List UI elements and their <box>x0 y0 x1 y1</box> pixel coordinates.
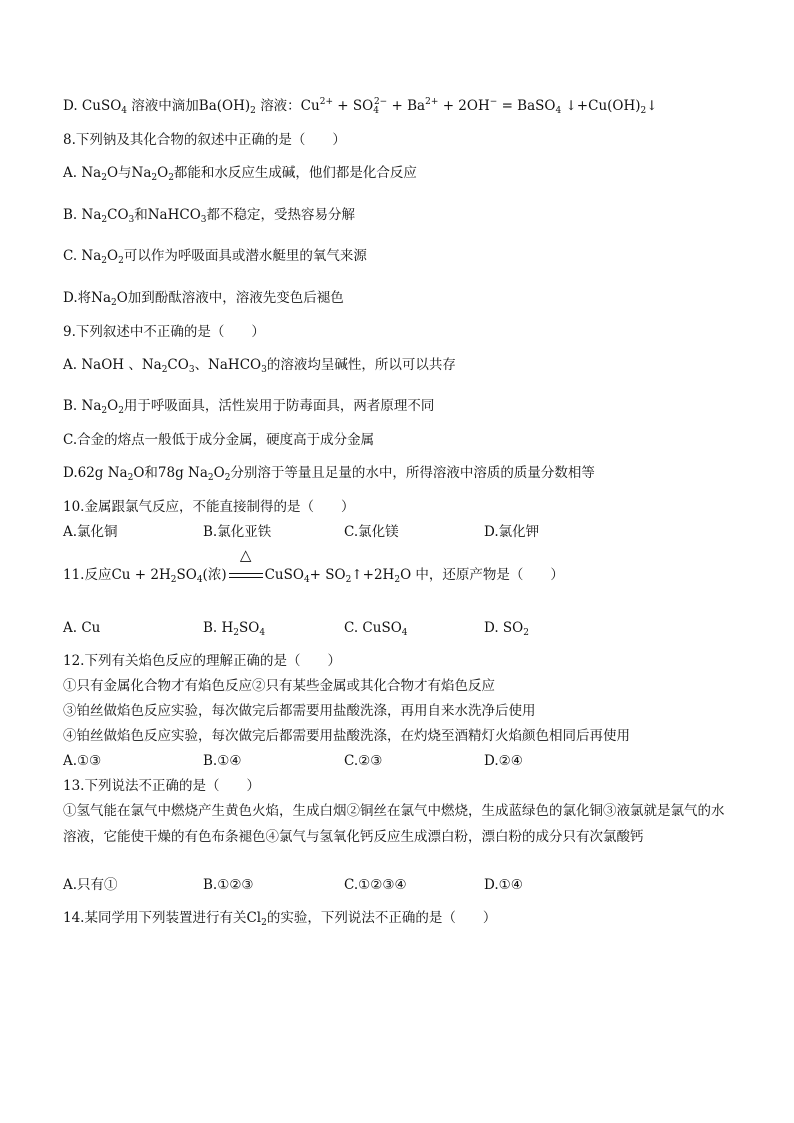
q12-option-a[interactable]: A.①③ <box>63 753 102 769</box>
q12-statement-1: ①只有金属化合物才有焰色反应②只有某些金属或其化合物才有焰色反应 <box>63 678 495 694</box>
q8-option-c[interactable]: C. $Na_2O_2$可以作为呼吸面具或潜水艇里的氧气来源 <box>63 248 367 266</box>
q11-option-d[interactable]: D. $SO_2$ <box>484 620 529 638</box>
q10-option-b[interactable]: B.氯化亚铁 <box>203 524 272 540</box>
q12-option-b[interactable]: B.①④ <box>203 753 242 769</box>
q12-statement-4: ④铂丝做焰色反应实验，每次做完后都需要用盐酸洗涤，在灼烧至酒精灯火焰颜色相同后再使用 <box>63 728 630 744</box>
q9-option-d[interactable]: D.62g $Na_2O$和78g $Na_2O_2$分别溶于等量且足量的水中，所得溶液中溶质的质量分数相等 <box>63 465 595 483</box>
q11-option-a[interactable]: A. Cu <box>63 620 101 636</box>
q8-option-b[interactable]: B. $Na_2CO_3$和NaHCO$_3$都不稳定，受热容易分解 <box>63 207 356 225</box>
q10-options <box>63 522 753 542</box>
q11-options <box>63 618 753 638</box>
q11-option-b[interactable]: B. $H_2SO_4$ <box>203 620 266 638</box>
q10-option-d[interactable]: D.氯化钾 <box>484 524 540 540</box>
q13-option-a[interactable]: A.只有① <box>63 877 118 893</box>
q12-statement-3: ③铂丝做焰色反应实验，每次做完后都需要用盐酸洗涤，再用自来水洗净后使用 <box>63 703 536 719</box>
q12-option-c[interactable]: C.②③ <box>344 753 383 769</box>
q10-stem: 10.金属跟氯气反应，不能直接制得的是（ ） <box>63 499 355 515</box>
q10-option-a[interactable]: A.氯化铜 <box>63 524 118 540</box>
q10-option-c[interactable]: C.氯化镁 <box>344 524 399 540</box>
q9-option-c[interactable]: C.合金的熔点一般低于成分金属，硬度高于成分金属 <box>63 432 375 448</box>
q8-stem: 8.下列钠及其化合物的叙述中正确的是（ ） <box>63 132 346 148</box>
q13-option-d[interactable]: D.①④ <box>484 877 523 893</box>
q9-option-a[interactable]: A. NaOH 、$Na_2CO_3$、NaHCO$_3$的溶液均呈碱性，所以可以共存 <box>63 357 456 375</box>
q9-stem: 9.下列叙述中不正确的是（ ） <box>63 324 265 340</box>
q12-options <box>63 751 753 771</box>
q14-stem: 14.某同学用下列装置进行有关$Cl_2$的实验，下列说法不正确的是（ ） <box>63 910 497 928</box>
q13-option-c[interactable]: C.①②③④ <box>344 877 407 893</box>
q9-option-b[interactable]: B. $Na_2O_2$用于呼吸面具，活性炭用于防毒面具，两者原理不同 <box>63 398 435 416</box>
q11-stem: 11.反应$Cu + 2H_2SO_4$(浓) △ CuSO$_4$+ $SO_2↑+2H_2O$ 中，还原产物是（ ） <box>63 546 564 585</box>
q8-option-d[interactable]: D.将$Na_2O$加到酚酞溶液中，溶液先变色后褪色 <box>63 290 344 308</box>
q7-option-d[interactable]: D. CuSO$_4$ 溶液中滴加$Ba(OH)_2$ 溶液：$Cu^{2+} + SO_4^{2-} + Ba^{2+} + 2OH^-$ = BaSO$_4$ $↓+Cu(OH)_2↓$ <box>63 97 658 116</box>
q12-option-d[interactable]: D.②④ <box>484 753 523 769</box>
q13-statements: ①氢气能在氯气中燃烧产生黄色火焰，生成白烟②铜丝在氯气中燃烧，生成蓝绿色的氯化铜③液氯就是氯气的水溶液，它能使干燥的有色布条褪色④氯气与氢氧化钙反应生成漂白粉，漂白粉的成分只有次氯酸钙 <box>63 803 725 845</box>
equals-sign <box>229 573 263 578</box>
q12-stem: 12.下列有关焰色反应的理解正确的是（ ） <box>63 653 341 669</box>
heating-condition: △ <box>227 565 265 585</box>
q13-stem: 13.下列说法不正确的是（ ） <box>63 778 260 794</box>
q13-option-b[interactable]: B.①②③ <box>203 877 254 893</box>
q8-option-a[interactable]: A. $Na_2O$与$Na_2O_2$都能和水反应生成碱，他们都是化合反应 <box>63 165 417 183</box>
q11-option-c[interactable]: C. CuSO$_4$ <box>344 620 408 638</box>
q13-options <box>63 875 753 895</box>
